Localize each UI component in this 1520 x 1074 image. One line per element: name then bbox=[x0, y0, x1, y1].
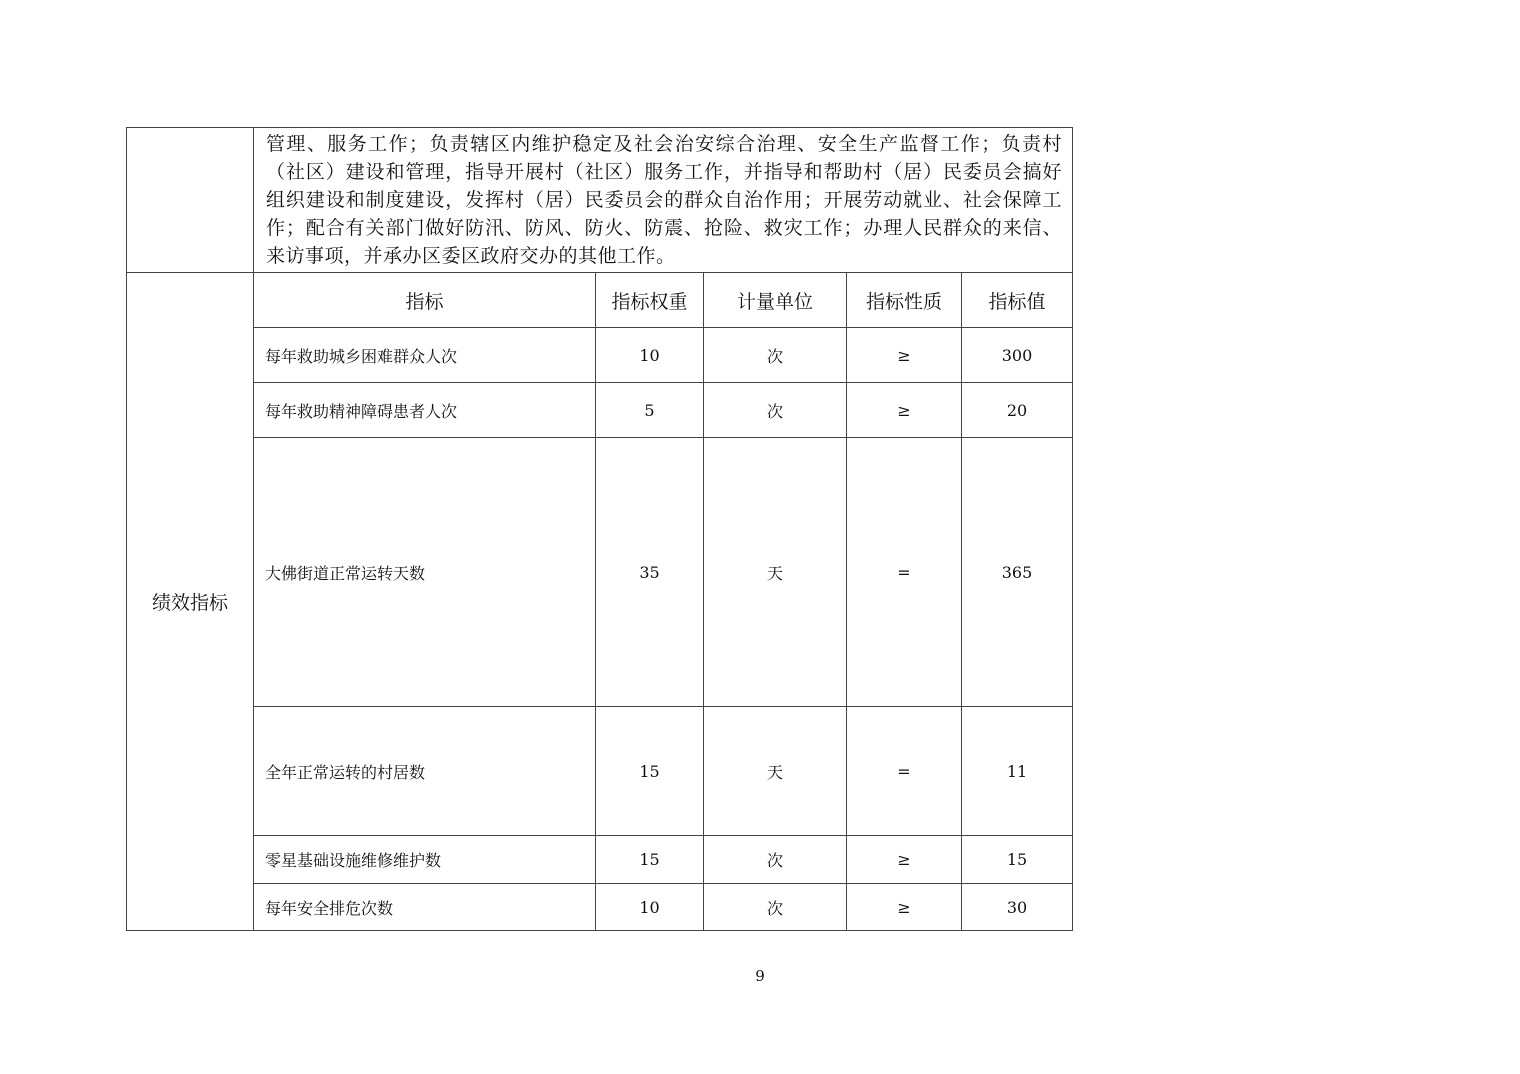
indicator-cell: 全年正常运转的村居数 bbox=[254, 707, 596, 836]
section-label: 绩效指标 bbox=[127, 273, 254, 931]
performance-table bbox=[126, 127, 1073, 931]
nature-cell: ≥ bbox=[847, 328, 962, 383]
nature-cell: ≥ bbox=[847, 836, 962, 884]
page-number: 9 bbox=[755, 967, 765, 985]
value-cell: 20 bbox=[962, 383, 1073, 438]
unit-cell: 天 bbox=[704, 438, 847, 707]
header-row bbox=[127, 273, 1073, 328]
nature-cell: = bbox=[847, 438, 962, 707]
nature-cell: = bbox=[847, 707, 962, 836]
indicator-cell: 每年救助精神障碍患者人次 bbox=[254, 383, 596, 438]
duties-row bbox=[127, 128, 1073, 273]
table-row bbox=[127, 884, 1073, 931]
indicator-cell: 大佛街道正常运转天数 bbox=[254, 438, 596, 707]
indicator-cell: 每年安全排危次数 bbox=[254, 884, 596, 931]
nature-cell: ≥ bbox=[847, 383, 962, 438]
weight-cell: 10 bbox=[596, 884, 704, 931]
value-cell: 300 bbox=[962, 328, 1073, 383]
header-indicator: 指标 bbox=[254, 273, 596, 328]
header-nature: 指标性质 bbox=[847, 273, 962, 328]
unit-cell: 次 bbox=[704, 884, 847, 931]
unit-cell: 天 bbox=[704, 707, 847, 836]
indicator-cell: 零星基础设施维修维护数 bbox=[254, 836, 596, 884]
value-cell: 15 bbox=[962, 836, 1073, 884]
nature-cell: ≥ bbox=[847, 884, 962, 931]
table-row bbox=[127, 836, 1073, 884]
value-cell: 30 bbox=[962, 884, 1073, 931]
header-value: 指标值 bbox=[962, 273, 1073, 328]
header-unit: 计量单位 bbox=[704, 273, 847, 328]
value-cell: 11 bbox=[962, 707, 1073, 836]
weight-cell: 15 bbox=[596, 707, 704, 836]
indicator-cell: 每年救助城乡困难群众人次 bbox=[254, 328, 596, 383]
unit-cell: 次 bbox=[704, 383, 847, 438]
table-row bbox=[127, 438, 1073, 707]
weight-cell: 15 bbox=[596, 836, 704, 884]
value-cell: 365 bbox=[962, 438, 1073, 707]
unit-cell: 次 bbox=[704, 836, 847, 884]
duties-text: 管理、服务工作；负责辖区内维护稳定及社会治安综合治理、安全生产监督工作；负责村（社区）建设和管理，指导开展村（社区）服务工作，并指导和帮助村（居）民委员会搞好组织建设和制度建设，发挥村（居）民委员会的群众自治作用；开展劳动就业、社会保障工作；配合有关部门做好防汛、防风、防火、防震、抢险、救灾工作；办理人民群众的来信、来访事项，并承办区委区政府交办的其他工作。 bbox=[254, 128, 1073, 273]
weight-cell: 35 bbox=[596, 438, 704, 707]
unit-cell: 次 bbox=[704, 328, 847, 383]
table-row bbox=[127, 707, 1073, 836]
table-row bbox=[127, 328, 1073, 383]
duties-label-cell bbox=[127, 128, 254, 273]
weight-cell: 10 bbox=[596, 328, 704, 383]
table-row bbox=[127, 383, 1073, 438]
weight-cell: 5 bbox=[596, 383, 704, 438]
header-weight: 指标权重 bbox=[596, 273, 704, 328]
